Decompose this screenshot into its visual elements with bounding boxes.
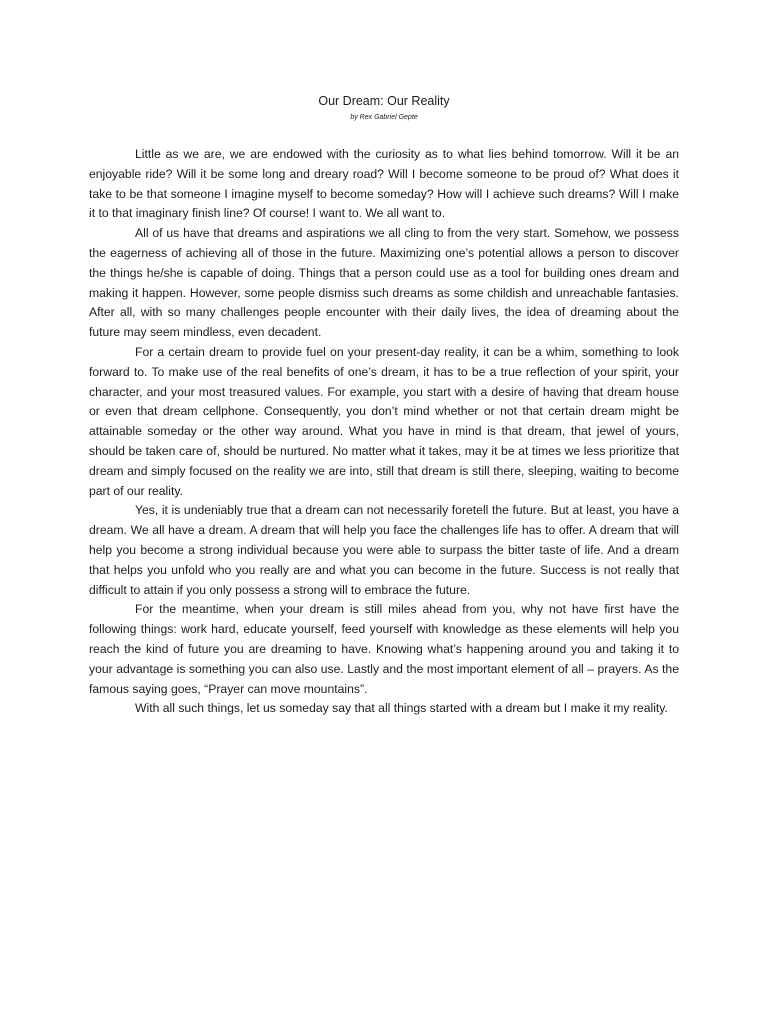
paragraph-6: With all such things, let us someday say that all things started with a dream but I make it my reality. — [135, 701, 668, 716]
author-byline: by Rex Gabriel Gepte — [350, 114, 418, 121]
paragraph-5: For the meantime, when your dream is still miles ahead from you, why not have first have the following things: work hard, educate yourself, feed yourself with knowledge as these elements will help you reach the kind of future you are dreaming to have. Knowing what’s happening around you and taking it to your advantage is something you can also use. Lastly and the most important element of all – prayers. As the famous saying goes, “Prayer can move mountains”. — [89, 602, 679, 696]
paragraph-2: All of us have that dreams and aspirations we all cling to from the very start. Somehow, we possess the eagerness of achieving all of those in the future. Maximizing one’s potential allows a person to discover the things he/she is capable of doing. Things that a person could use as a tool for building ones dream and making it happen. However, some people dismiss such dreams as some childish and unreachable fantasies. After all, with so many challenges people encounter with their daily lives, the idea of dreaming about the future may seem mindless, even decadent. — [89, 226, 679, 340]
paragraph-1: Little as we are, we are endowed with the curiosity as to what lies behind tomorrow. Will it be an enjoyable ride? Will it be some long and dreary road? Will I become someone to be proud of? What does it take to be that someone I imagine myself to become someday? How will I achieve such dreams? Will I make it to that imaginary finish line? Of course! I want to. We all want to. — [89, 147, 679, 221]
document-body — [89, 145, 679, 719]
paragraph-3: For a certain dream to provide fuel on your present-day reality, it can be a whim, something to look forward to. To make use of the real benefits of one’s dream, it has to be a true reflection of your spirit, your character, and your most treasured values. For example, you start with a desire of having that dream house or even that dream cellphone. Consequently, you don’t mind whether or not that certain dream might be attainable someday or the other way around. What you have in mind is that dream, that jewel of yours, should be taken care of, should be nurtured. No matter what it takes, may it be at times we less prioritize that dream and simply focused on the reality we are into, still that dream is still there, sleeping, waiting to become part of our reality. — [89, 344, 679, 498]
paragraph-4: Yes, it is undeniably true that a dream can not necessarily foretell the future. But at least, you have a dream. We all have a dream. A dream that will help you face the challenges life has to offer. A dream that will help you become a strong individual because you were able to surpass the bitter taste of life. And a dream that helps you unfold who you really are and what you can become in the future. Success is not really that difficult to attain if you only possess a strong will to embrace the future. — [89, 503, 679, 597]
document-title: Our Dream: Our Reality — [318, 94, 450, 108]
